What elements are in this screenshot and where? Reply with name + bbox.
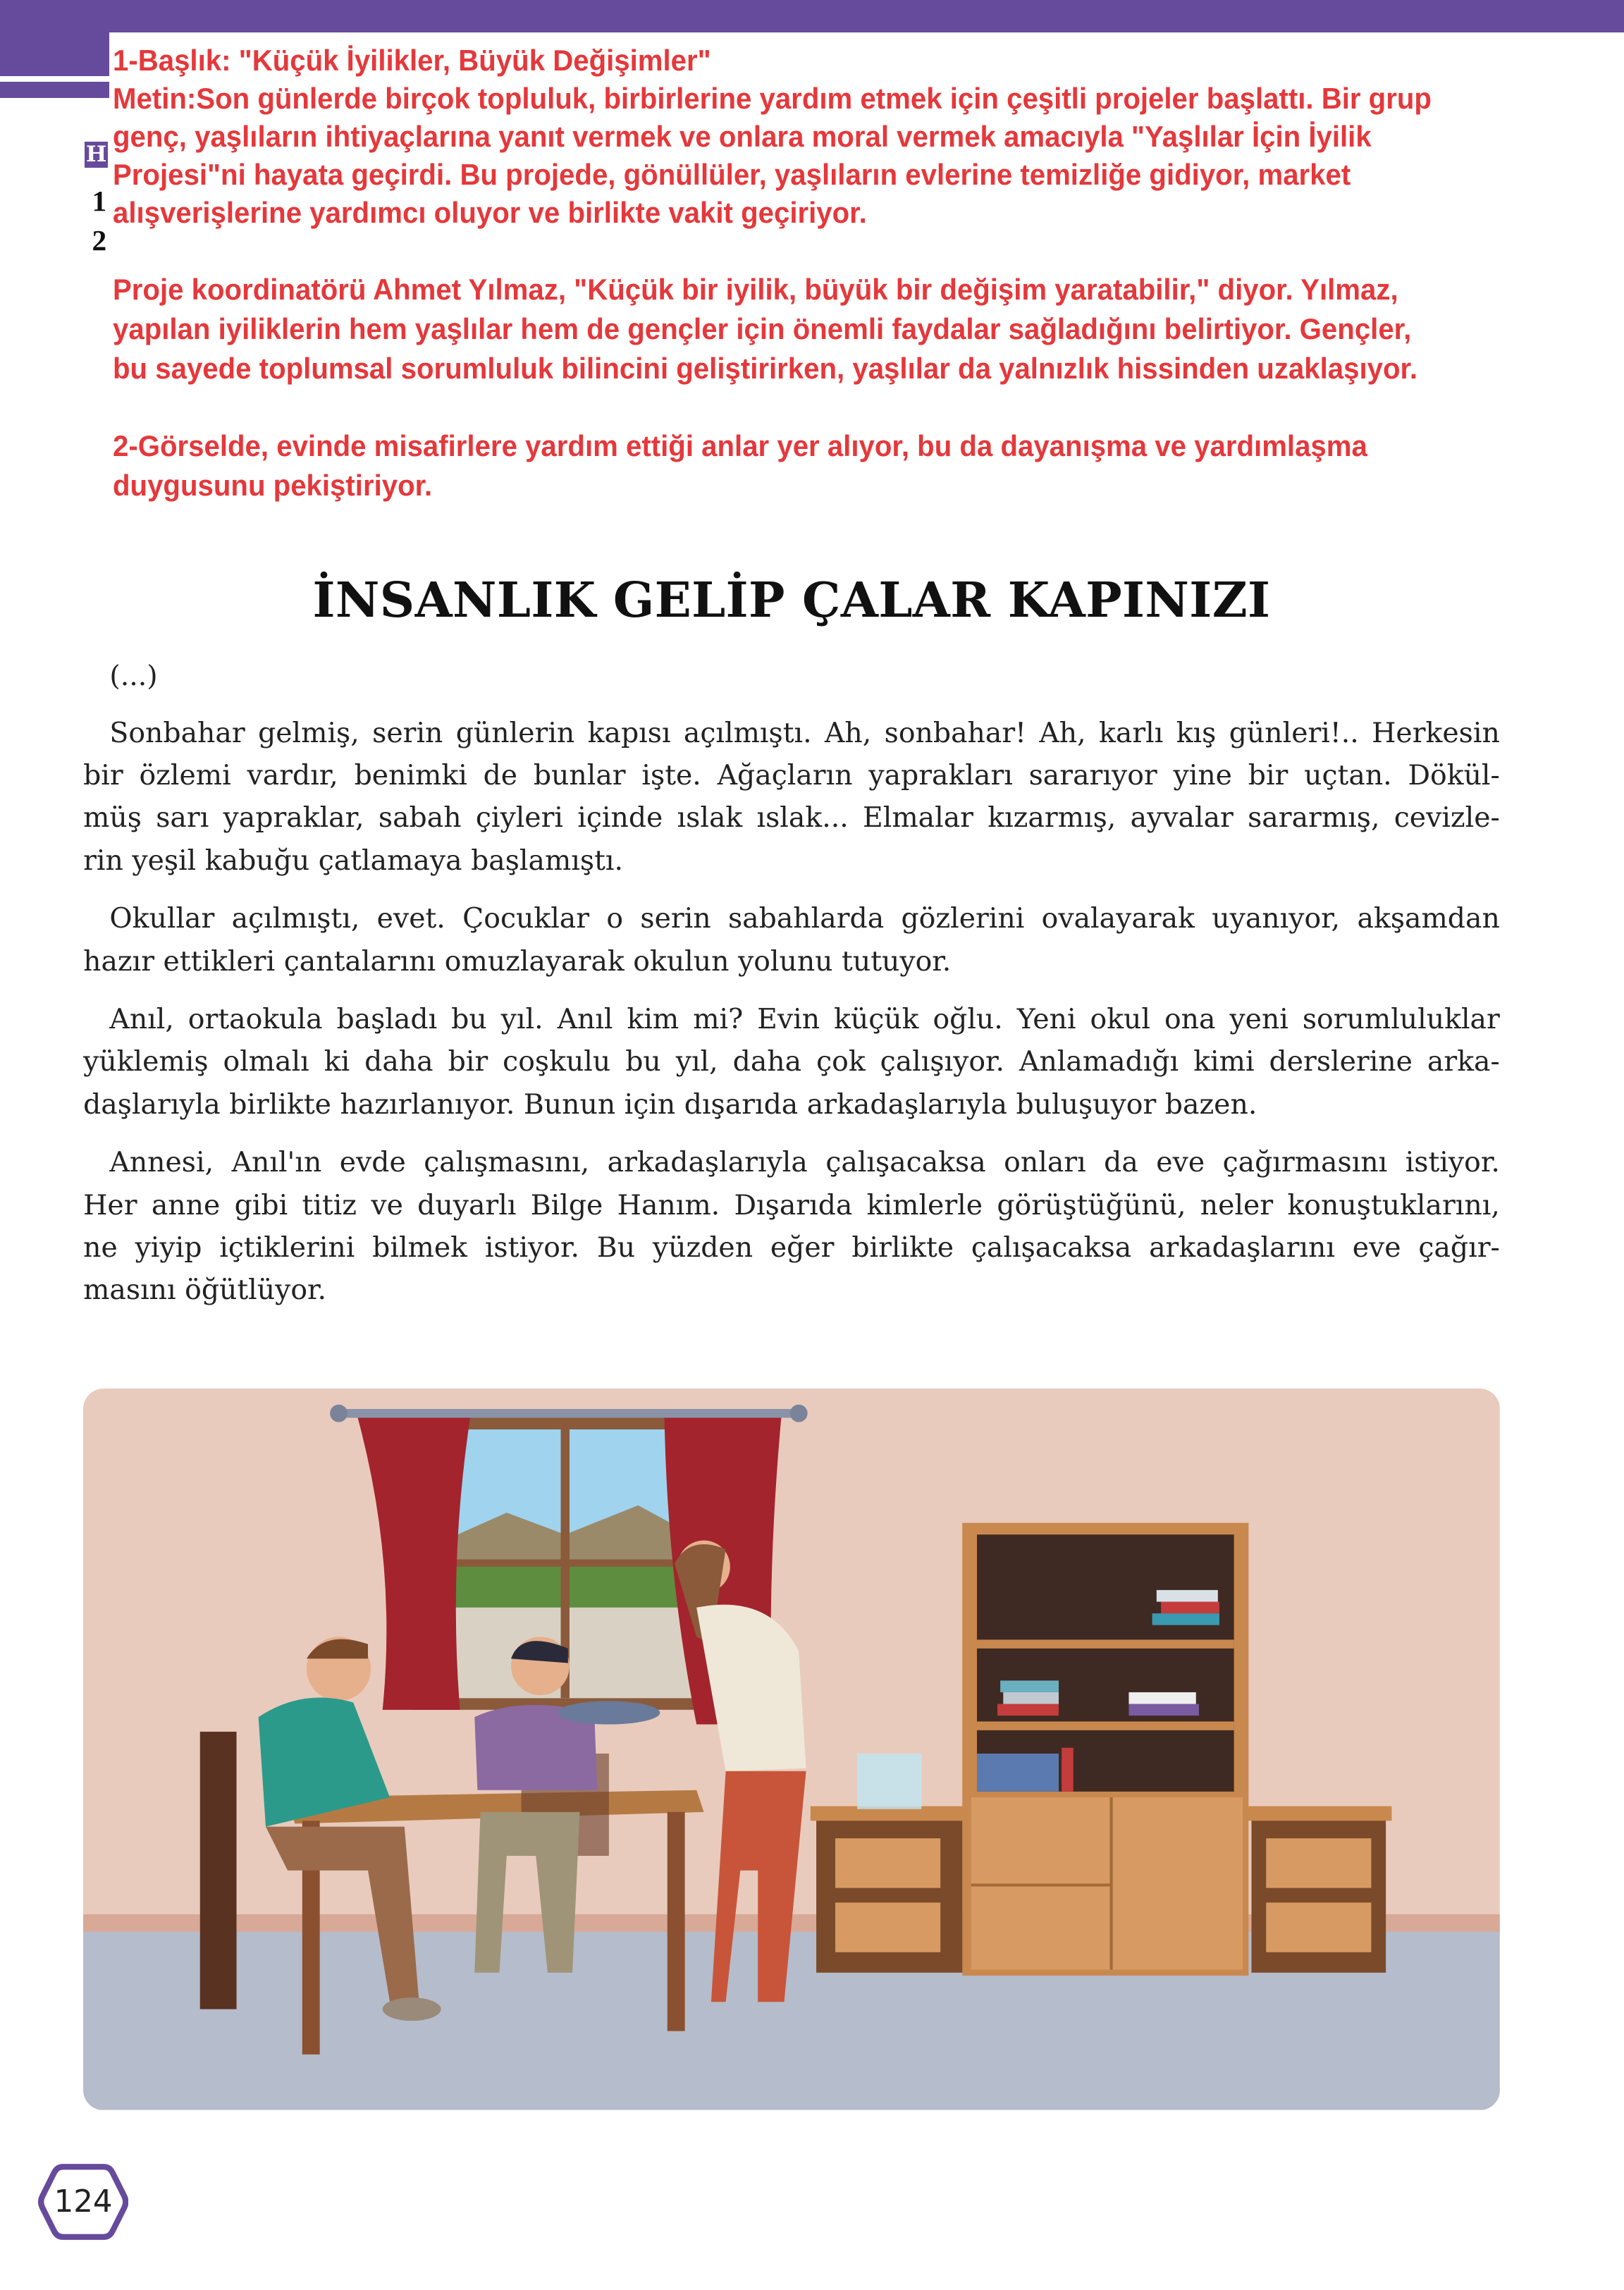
paragraph-line: Okullar açılmıştı, evet. Çocuklar o serin sabahlarda gözlerini ovalayarak uyanıyor, akşamdan bbox=[109, 902, 1500, 935]
side-marker-2: 2 bbox=[92, 224, 107, 257]
answer-line: Projesi"ni hayata geçirdi. Bu projede, gönüllüler, yaşlıların evlerine temizliğe gidiyor, market bbox=[112, 157, 1351, 191]
header-bar bbox=[0, 0, 1624, 32]
paragraph-line: müş sarı yapraklar, sabah çiyleri içinde ıslak ıslak... Elmalar kızarmış, ayvalar sararmış, cevizle- bbox=[83, 801, 1500, 835]
side-marker-1: 1 bbox=[92, 185, 107, 218]
answer-line: genç, yaşlıların ihtiyaçlarına yanıt vermek ve onlara moral vermek amacıyla "Yaşlılar İçin İyilik bbox=[112, 119, 1372, 153]
page-number: 124 bbox=[54, 2184, 113, 2220]
answer-line: bu sayede toplumsal sorumluluk bilincini geliştirirken, yaşlılar da yalnızlık hissinden uzaklaşıyor. bbox=[112, 352, 1417, 386]
answer-line: 1-Başlık: "Küçük İyilikler, Büyük Değişimler" bbox=[112, 44, 711, 78]
answer-line: alışverişlerine yardımcı oluyor ve birlikte vakit geçiriyor. bbox=[112, 195, 867, 229]
bookcase bbox=[962, 1523, 1248, 1976]
paragraph-line: ne yiyip içtiklerini bilmek istiyor. Bu yüzden eğer birlikte çalışacaksa arkadaşlarını eve çağır- bbox=[83, 1231, 1500, 1264]
answer-line: duygusunu pekiştiriyor. bbox=[112, 469, 432, 503]
header-corner-stripe bbox=[0, 82, 109, 98]
paragraph-line: masını öğütlüyor. bbox=[83, 1273, 327, 1306]
paragraph-line: yüklemiş olmalı ki daha bir coşkulu bu yıl, daha çok çalışıyor. Anlamadığı kimi derslerine arka- bbox=[83, 1045, 1500, 1078]
paragraph-line: hazır ettikleri çantalarını omuzlayarak okulun yolunu tutuyor. bbox=[83, 944, 952, 978]
illustration-family-studying bbox=[83, 1389, 1500, 2110]
paragraph-line: daşlarıyla birlikte hazırlanıyor. Bunun için dışarıda arkadaşlarıyla buluşuyor bazen. bbox=[83, 1088, 1257, 1121]
answer-line: 2-Görselde, evinde misafirlere yardım ettiği anlar yer alıyor, bu da dayanışma ve yardımlaşma bbox=[112, 429, 1367, 463]
answer-line: yapılan iyiliklerin hem yaşlılar hem de gençler için önemli faydalar sağladığını belirtiyor. Gençler, bbox=[112, 312, 1411, 346]
article-ellipsis: (...) bbox=[109, 660, 158, 693]
answer-line: Metin:Son günlerde birçok topluluk, birbirlerine yardım etmek için çeşitli projeler başlattı. Bir grup bbox=[112, 82, 1432, 116]
paragraph-line: Anıl, ortaokula başladı bu yıl. Anıl kim mi? Evin küçük oğlu. Yeni okul ona yeni sorumluluklar bbox=[109, 1003, 1500, 1036]
paragraph-line: rin yeşil kabuğu çatlamaya başlamıştı. bbox=[83, 844, 624, 877]
page-number-badge bbox=[38, 2161, 128, 2243]
article-title: İNSANLIK GELİP ÇALAR KAPINIZI bbox=[312, 572, 1271, 629]
answer-line: Proje koordinatörü Ahmet Yılmaz, "Küçük bir iyilik, büyük bir değişim yaratabilir," diyor. Yılmaz, bbox=[112, 273, 1398, 307]
paragraph-line: bir özlemi vardır, benimki de bunlar işte. Ağaçların yaprakları sararıyor yine bir uçtan. Dökül- bbox=[83, 759, 1500, 792]
paragraph-line: Annesi, Anıl'ın evde çalışmasını, arkadaşlarıyla çalışacaksa onları da eve çağırmasını istiyor. bbox=[109, 1146, 1500, 1179]
paragraph-line: Sonbahar gelmiş, serin günlerin kapısı açılmıştı. Ah, sonbahar! Ah, karlı kış günleri!.. Herkesin bbox=[109, 717, 1500, 750]
side-marker-h: H bbox=[86, 141, 107, 167]
paragraph-line: Her anne gibi titiz ve duyarlı Bilge Hanım. Dışarıda kimlerle görüştüğünü, neler konuştuklarını, bbox=[83, 1188, 1500, 1221]
header-corner-block bbox=[0, 32, 109, 76]
